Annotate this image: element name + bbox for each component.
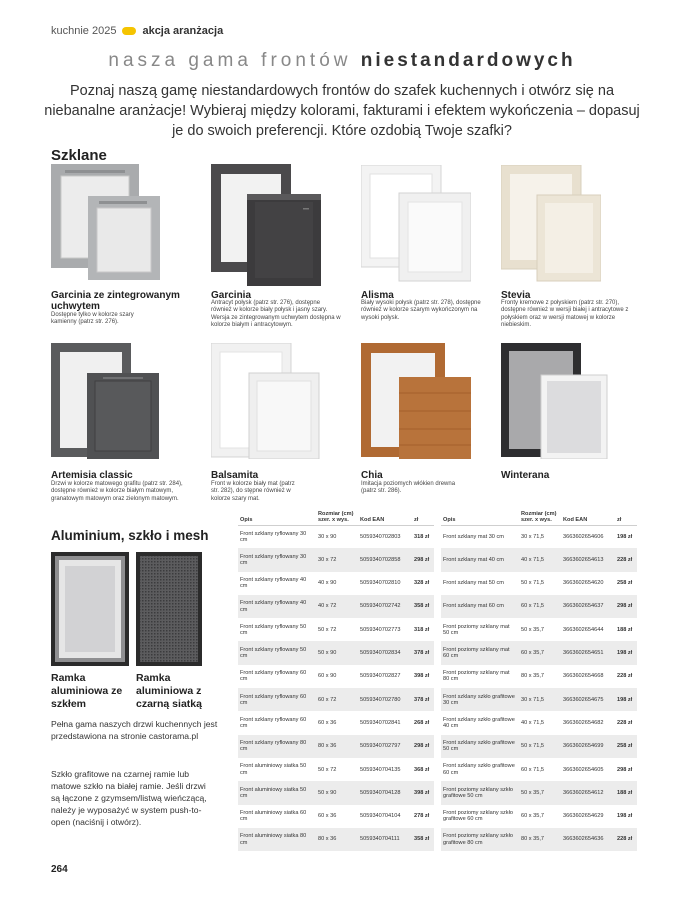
cell-ean: 3663602654637 [561, 595, 615, 618]
cell-size: 80 x 35,7 [521, 673, 545, 680]
breadcrumb-topic: akcja aranżacja [142, 25, 224, 37]
table-row [238, 595, 434, 618]
table-row [441, 548, 637, 571]
door-desc: Drzwi w kolorze matowego grafitu (patrz str. 284), dostępne również w kolorze białym matowym, granatowym matowym oraz zielonym matowym. [51, 481, 183, 502]
cell-name: Front szklany ryflowany 50 cm [240, 623, 307, 636]
table-row [238, 665, 434, 688]
door-image-garcinia [211, 164, 321, 286]
cell-name: Front poziomy szklany mat 80 cm [443, 670, 510, 683]
cell-size: 30 x 72 [316, 548, 358, 571]
intro-text: Poznaj naszą gamę niestandardowych frontów do szafek kuchennych i otwórz się na niebanalne aranżacje! Wybieraj między kolorami, fakturami i efektem wykończenia – dopasuj je do swoich preferencji. Które ozdobią Twoje szafki? [44, 83, 640, 139]
table-row [441, 735, 637, 758]
door-desc: Dostępne tylko w kolorze szary kamienny (patrz str. 276). [51, 312, 134, 326]
table-row [441, 618, 637, 641]
cell-ean: 3663602654620 [563, 580, 604, 587]
spec-table-left [238, 509, 434, 851]
table-row [238, 548, 434, 571]
cell-name: Front aluminiowy siatka 50 cm [238, 781, 316, 804]
spec-table-right [441, 509, 637, 851]
table-row [441, 641, 637, 664]
table-row [441, 781, 637, 804]
cell-name: Front poziomy szklany mat 50 cm [443, 623, 510, 636]
cell-size: 30 x 71,5 [521, 533, 545, 540]
table-row [238, 688, 434, 711]
cell-ean: 3663602654644 [563, 626, 604, 633]
table-row [441, 805, 637, 828]
cell-price: 278 zł [414, 813, 430, 820]
cell-ean: 3663602654612 [561, 781, 615, 804]
header-name: Opis [441, 509, 519, 525]
cell-ean: 5059340702810 [360, 580, 401, 587]
cell-ean: 5059340702834 [358, 641, 412, 664]
cell-price: 398 zł [414, 673, 430, 680]
cell-size: 50 x 72 [318, 626, 337, 633]
header-price: zł [615, 509, 637, 525]
table-row [441, 572, 637, 595]
headline-bold: niestandardowych [360, 50, 576, 71]
range-note: Pełna gama naszych drzwi kuchennych jest przedstawiona na stronie castorama.pl [51, 719, 218, 741]
door-image-garcinia-handle [51, 164, 160, 280]
cell-price: 268 zł [414, 719, 430, 726]
cell-size: 50 x 72 [318, 766, 337, 773]
cell-price: 318 zł [414, 533, 430, 540]
section-title-aluminium: Aluminium, szkło i mesh [51, 528, 209, 543]
cell-size: 50 x 71,5 [519, 735, 561, 758]
cell-size: 50 x 90 [316, 781, 358, 804]
table-row [441, 828, 637, 851]
cell-price: 298 zł [617, 766, 633, 773]
cell-size: 60 x 71,5 [519, 595, 561, 618]
cell-name: Front szklany ryflowany 30 cm [238, 548, 316, 571]
cell-ean: 5059340704111 [358, 828, 412, 851]
door-desc: Front w kolorze biały mat (patrz str. 282), do stępne również w kolorze szary mat. [211, 481, 295, 502]
cell-ean: 3663602654651 [561, 641, 615, 664]
cell-size: 60 x 72 [316, 688, 358, 711]
cell-price: 378 zł [412, 641, 434, 664]
cell-ean: 3663602654605 [563, 766, 604, 773]
cell-ean: 5059340702742 [358, 595, 412, 618]
cell-size: 60 x 71,5 [521, 766, 545, 773]
table-row [238, 805, 434, 828]
cell-name: Front szklany mat 60 cm [441, 595, 519, 618]
door-desc: Fronty kremowe z połyskiem (patrz str. 270), dostępne również w wersji białej i antracytowe z połyskiem oraz w wersji matowej w kolorze niebieskim. [501, 300, 629, 329]
cell-price: 188 zł [617, 626, 633, 633]
door-image-frame-mesh [136, 552, 202, 666]
table-row [441, 525, 637, 548]
table-row [238, 711, 434, 734]
cell-size: 30 x 90 [318, 533, 337, 540]
cell-price: 258 zł [617, 580, 633, 587]
cell-ean: 3663602654613 [561, 548, 615, 571]
header-size: Rozmiar (cm) szer. x wys. [316, 509, 358, 525]
table-row [441, 595, 637, 618]
cell-size: 50 x 35,7 [521, 626, 545, 633]
cell-price: 298 zł [615, 595, 637, 618]
table-row [238, 572, 434, 595]
cell-ean: 5059340702780 [358, 688, 412, 711]
cell-ean: 5059340704135 [360, 766, 401, 773]
cell-price: 318 zł [414, 626, 430, 633]
cell-name: Front poziomy szklany szkło grafitowe 50 cm [441, 781, 519, 804]
cell-price: 198 zł [615, 688, 637, 711]
cell-price: 188 zł [615, 781, 637, 804]
table-row [441, 758, 637, 781]
cell-name: Front szklany szkło grafitowe 60 cm [443, 763, 515, 776]
cell-price: 228 zł [615, 548, 637, 571]
cell-name: Front poziomy szklany szkło grafitowe 80 cm [441, 828, 519, 851]
table-row [238, 781, 434, 804]
cell-name: Front szklany ryflowany 60 cm [240, 716, 307, 730]
page-headline [0, 50, 684, 72]
door-image-winterana [501, 343, 611, 459]
cell-ean: 5059340704104 [360, 813, 401, 820]
cell-price: 198 zł [617, 533, 633, 540]
cell-name: Front szklany ryflowany 60 cm [238, 688, 316, 711]
cell-price: 298 zł [412, 548, 434, 571]
cell-size: 80 x 36 [316, 828, 358, 851]
door-title: Balsamita [211, 470, 259, 481]
cell-ean: 5059340702773 [360, 626, 401, 633]
cell-price: 368 zł [414, 766, 430, 773]
table-row [238, 618, 434, 641]
cell-size: 40 x 71,5 [519, 548, 561, 571]
table-row [238, 758, 434, 781]
cell-price: 358 zł [412, 828, 434, 851]
header-name: Opis [238, 509, 316, 525]
cell-price: 198 zł [617, 813, 633, 820]
cell-name: Front szklany ryflowany 60 cm [240, 670, 307, 683]
header-size: Rozmiar (cm) szer. x wys. [519, 509, 561, 525]
cell-name: Front szklany mat 30 cm [443, 533, 504, 540]
cell-name: Front szklany mat 40 cm [441, 548, 519, 571]
door-image-stevia [501, 165, 601, 283]
door-image-balsamita [211, 343, 321, 459]
header-ean: Kod EAN [561, 509, 615, 525]
cell-name: Front szklany ryflowany 40 cm [240, 577, 307, 590]
door-title: Alisma [361, 290, 394, 301]
door-desc: Imitacja poziomych włókien drewna (patrz str. 286). [361, 481, 456, 495]
cell-ean: 3663602654636 [561, 828, 615, 851]
cell-size: 80 x 35,7 [519, 828, 561, 851]
cell-size: 60 x 35,7 [521, 813, 545, 820]
cell-name: Front aluminiowy siatka 50 cm [240, 763, 307, 776]
table-row [441, 711, 637, 734]
cell-price: 228 zł [617, 719, 633, 726]
cell-name: Front poziomy szklany mat 60 cm [441, 641, 519, 664]
cell-name: Front szklany ryflowany 50 cm [238, 641, 316, 664]
cell-price: 228 zł [615, 828, 637, 851]
table-row [441, 665, 637, 688]
cell-size: 50 x 90 [316, 641, 358, 664]
cell-ean: 5059340702841 [360, 719, 401, 726]
table-row [238, 525, 434, 548]
caption-frame-mesh: Ramka aluminiowa z czarną siatką [136, 672, 202, 710]
cell-ean: 3663602654606 [563, 533, 604, 540]
cell-ean: 5059340702858 [358, 548, 412, 571]
cell-name: Front poziomy szklany szkło grafitowe 60 cm [443, 810, 513, 823]
door-desc: Biały wysoki połysk (patrz str. 278), dostępne również w kolorze szarym wykończonym na wysoki połysk. [361, 300, 481, 321]
cell-ean: 5059340702803 [360, 533, 401, 540]
cell-ean: 3663602654682 [563, 719, 604, 726]
cell-size: 60 x 36 [318, 813, 337, 820]
cell-ean: 3663602654675 [561, 688, 615, 711]
cell-size: 60 x 90 [318, 673, 337, 680]
cell-name: Front szklany mat 50 cm [443, 580, 504, 587]
door-image-artemisia-classic [51, 343, 161, 459]
door-title: Stevia [501, 290, 531, 301]
aluminium-info: Szkło grafitowe na czarnej ramie lub matowe szkło na białej ramie. Jeśli drzwi są łączone z gzymsem/listwą wieńczącą, należy je wyposażyć w system push-to-open (naciśnij i otwórz). [51, 769, 207, 827]
door-image-frame-glass [51, 552, 129, 666]
cell-price: 378 zł [412, 688, 434, 711]
cell-name: Front aluminiowy siatka 60 cm [240, 810, 307, 823]
door-title: Chia [361, 470, 383, 481]
cell-ean: 3663602654699 [561, 735, 615, 758]
caption-frame-glass: Ramka aluminiowa ze szkłem [51, 672, 123, 710]
breadcrumb-pill-icon [122, 27, 136, 35]
cell-price: 358 zł [412, 595, 434, 618]
cell-name: Front szklany szkło grafitowe 50 cm [441, 735, 519, 758]
cell-ean: 5059340702797 [358, 735, 412, 758]
door-image-chia [361, 343, 471, 459]
table-row [238, 735, 434, 758]
cell-ean: 5059340702827 [360, 673, 401, 680]
cell-name: Front szklany ryflowany 40 cm [238, 595, 316, 618]
cell-price: 328 zł [414, 580, 430, 587]
cell-price: 398 zł [412, 781, 434, 804]
cell-name: Front szklany szkło grafitowe 40 cm [443, 716, 515, 730]
headline-light: nasza gama frontów [108, 50, 352, 71]
cell-size: 50 x 35,7 [519, 781, 561, 804]
cell-name: Front szklany ryflowany 30 cm [240, 530, 307, 543]
cell-size: 30 x 71,5 [519, 688, 561, 711]
door-title: Artemisia classic [51, 470, 133, 481]
door-desc: Antracyt połysk (patrz str. 276), dostępne również w kolorze biały połysk i jasny szary. Wersja ze zintegrowanym uchwytem dostępna w kolorze białym i antracytowym. [211, 300, 341, 329]
cell-price: 198 zł [615, 641, 637, 664]
cell-size: 80 x 36 [316, 735, 358, 758]
cell-size: 40 x 71,5 [521, 719, 545, 726]
cell-name: Front szklany ryflowany 80 cm [238, 735, 316, 758]
header-ean: Kod EAN [358, 509, 412, 525]
cell-size: 40 x 90 [318, 580, 337, 587]
cell-ean: 3663602654629 [563, 813, 604, 820]
page-number: 264 [51, 864, 68, 875]
header-price: zł [412, 509, 434, 525]
cell-ean: 3663602654668 [563, 673, 604, 680]
door-title: Garcinia [211, 290, 252, 301]
breadcrumb-section: kuchnie 2025 [51, 25, 117, 37]
cell-ean: 5059340704128 [358, 781, 412, 804]
section-title-glass: Szklane [51, 147, 107, 164]
table-row [238, 641, 434, 664]
table-row [441, 688, 637, 711]
cell-size: 60 x 35,7 [519, 641, 561, 664]
cell-price: 258 zł [615, 735, 637, 758]
cell-size: 60 x 36 [318, 719, 337, 726]
cell-size: 50 x 71,5 [521, 580, 545, 587]
door-title: Winterana [501, 470, 550, 481]
cell-name: Front szklany szkło grafitowe 30 cm [441, 688, 519, 711]
cell-name: Front aluminiowy siatka 80 cm [238, 828, 316, 851]
door-image-alisma [361, 165, 471, 283]
table-row [238, 828, 434, 851]
cell-size: 40 x 72 [316, 595, 358, 618]
cell-price: 228 zł [617, 673, 633, 680]
breadcrumb [51, 25, 223, 37]
cell-price: 298 zł [412, 735, 434, 758]
door-title: Garcinia ze zintegrowanym uchwytem [51, 290, 180, 312]
